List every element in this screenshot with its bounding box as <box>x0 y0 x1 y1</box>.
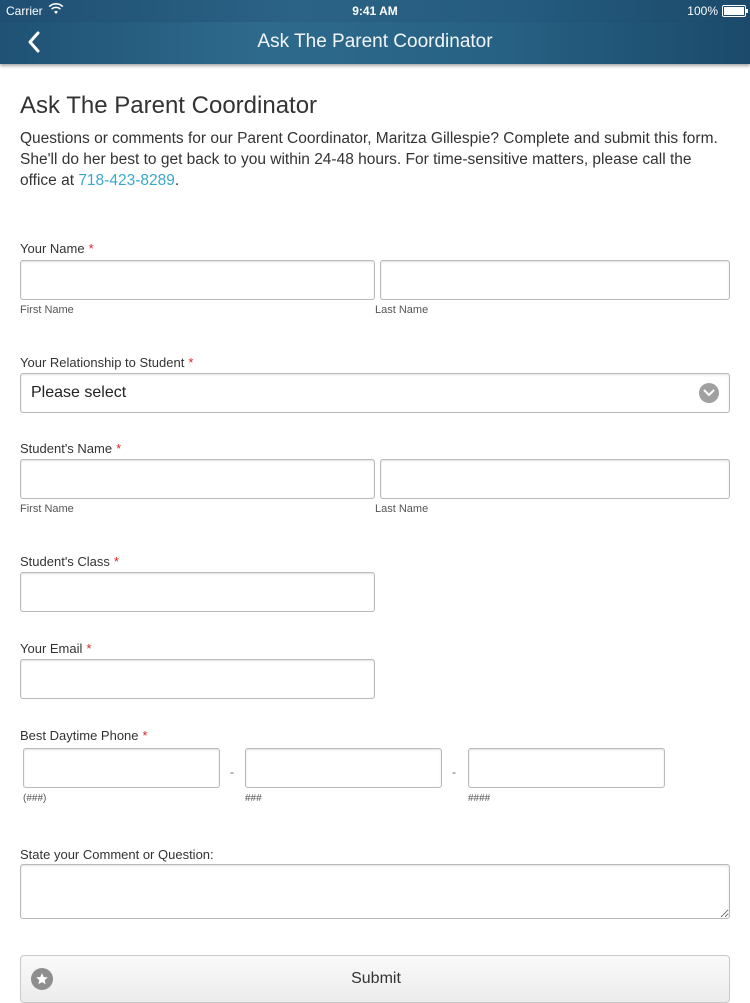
relationship-selected-value: Please select <box>31 384 127 401</box>
student-first-name-field[interactable] <box>20 459 375 499</box>
required-marker: * <box>86 641 92 656</box>
phone-prefix-field[interactable] <box>245 748 442 788</box>
intro-body: Questions or comments for our Parent Coordinator, Maritza Gillespie? Complete and submit this form. She'll do her best to get back to you within 24-48 hours. For time-sensitive matters, please call the office at <box>20 130 718 189</box>
phone-label: Best Daytime Phone * <box>20 728 148 743</box>
relationship-label: Your Relationship to Student * <box>20 355 194 370</box>
required-marker: * <box>113 554 119 569</box>
email-label: Your Email * <box>20 641 92 656</box>
phone-prefix-input[interactable] <box>246 749 441 787</box>
student-last-name-sublabel: Last Name <box>375 503 429 515</box>
phone-line-input[interactable] <box>469 749 664 787</box>
submit-button[interactable] <box>20 955 730 1003</box>
phone-line-field[interactable] <box>468 748 665 788</box>
required-marker: * <box>142 728 148 743</box>
submit-label: Submit <box>351 970 401 987</box>
student-last-name-input[interactable] <box>381 460 729 498</box>
student-name-label: Student's Name * <box>20 441 122 456</box>
navigation-bar <box>0 22 750 64</box>
intro-end: . <box>174 172 180 189</box>
comment-label: State your Comment or Question: <box>20 847 214 862</box>
nav-title: Ask The Parent Coordinator <box>257 31 493 52</box>
your-first-name-input[interactable] <box>21 261 374 299</box>
office-phone-link[interactable]: 718-423-8289 <box>78 172 175 189</box>
relationship-select[interactable] <box>20 373 730 413</box>
student-first-name-input[interactable] <box>21 460 374 498</box>
phone-area-code-field[interactable] <box>23 748 220 788</box>
clock: 9:41 AM <box>352 4 398 18</box>
intro-text <box>20 128 730 191</box>
required-marker: * <box>88 241 94 256</box>
phone-separator: - <box>452 765 456 779</box>
your-first-name-field[interactable] <box>20 260 375 300</box>
phone-area-code-input[interactable] <box>24 749 219 787</box>
your-last-name-sublabel: Last Name <box>375 304 429 316</box>
battery-percentage: 100% <box>687 4 718 18</box>
comment-textarea[interactable] <box>21 865 729 918</box>
carrier-label: Carrier <box>6 4 43 18</box>
email-field[interactable] <box>20 659 375 699</box>
phone-separator: - <box>230 765 234 779</box>
your-name-label: Your Name * <box>20 241 94 256</box>
student-first-name-sublabel: First Name <box>20 503 74 515</box>
required-marker: * <box>188 355 194 370</box>
email-input[interactable] <box>21 660 374 698</box>
your-first-name-sublabel: First Name <box>20 304 74 316</box>
student-class-label: Student's Class * <box>20 554 119 569</box>
phone-prefix-hint: ### <box>245 793 262 804</box>
phone-area-code-hint: (###) <box>23 793 47 804</box>
your-last-name-field[interactable] <box>380 260 730 300</box>
battery-icon <box>722 5 746 17</box>
phone-line-hint: #### <box>468 793 491 804</box>
page-title: Ask The Parent Coordinator <box>20 92 318 119</box>
student-last-name-field[interactable] <box>380 459 730 499</box>
status-bar <box>0 0 750 22</box>
chevron-down-icon <box>699 383 719 403</box>
student-class-input[interactable] <box>21 573 374 611</box>
your-last-name-input[interactable] <box>381 261 729 299</box>
comment-field[interactable] <box>20 864 730 919</box>
required-marker: * <box>116 441 122 456</box>
student-class-field[interactable] <box>20 572 375 612</box>
